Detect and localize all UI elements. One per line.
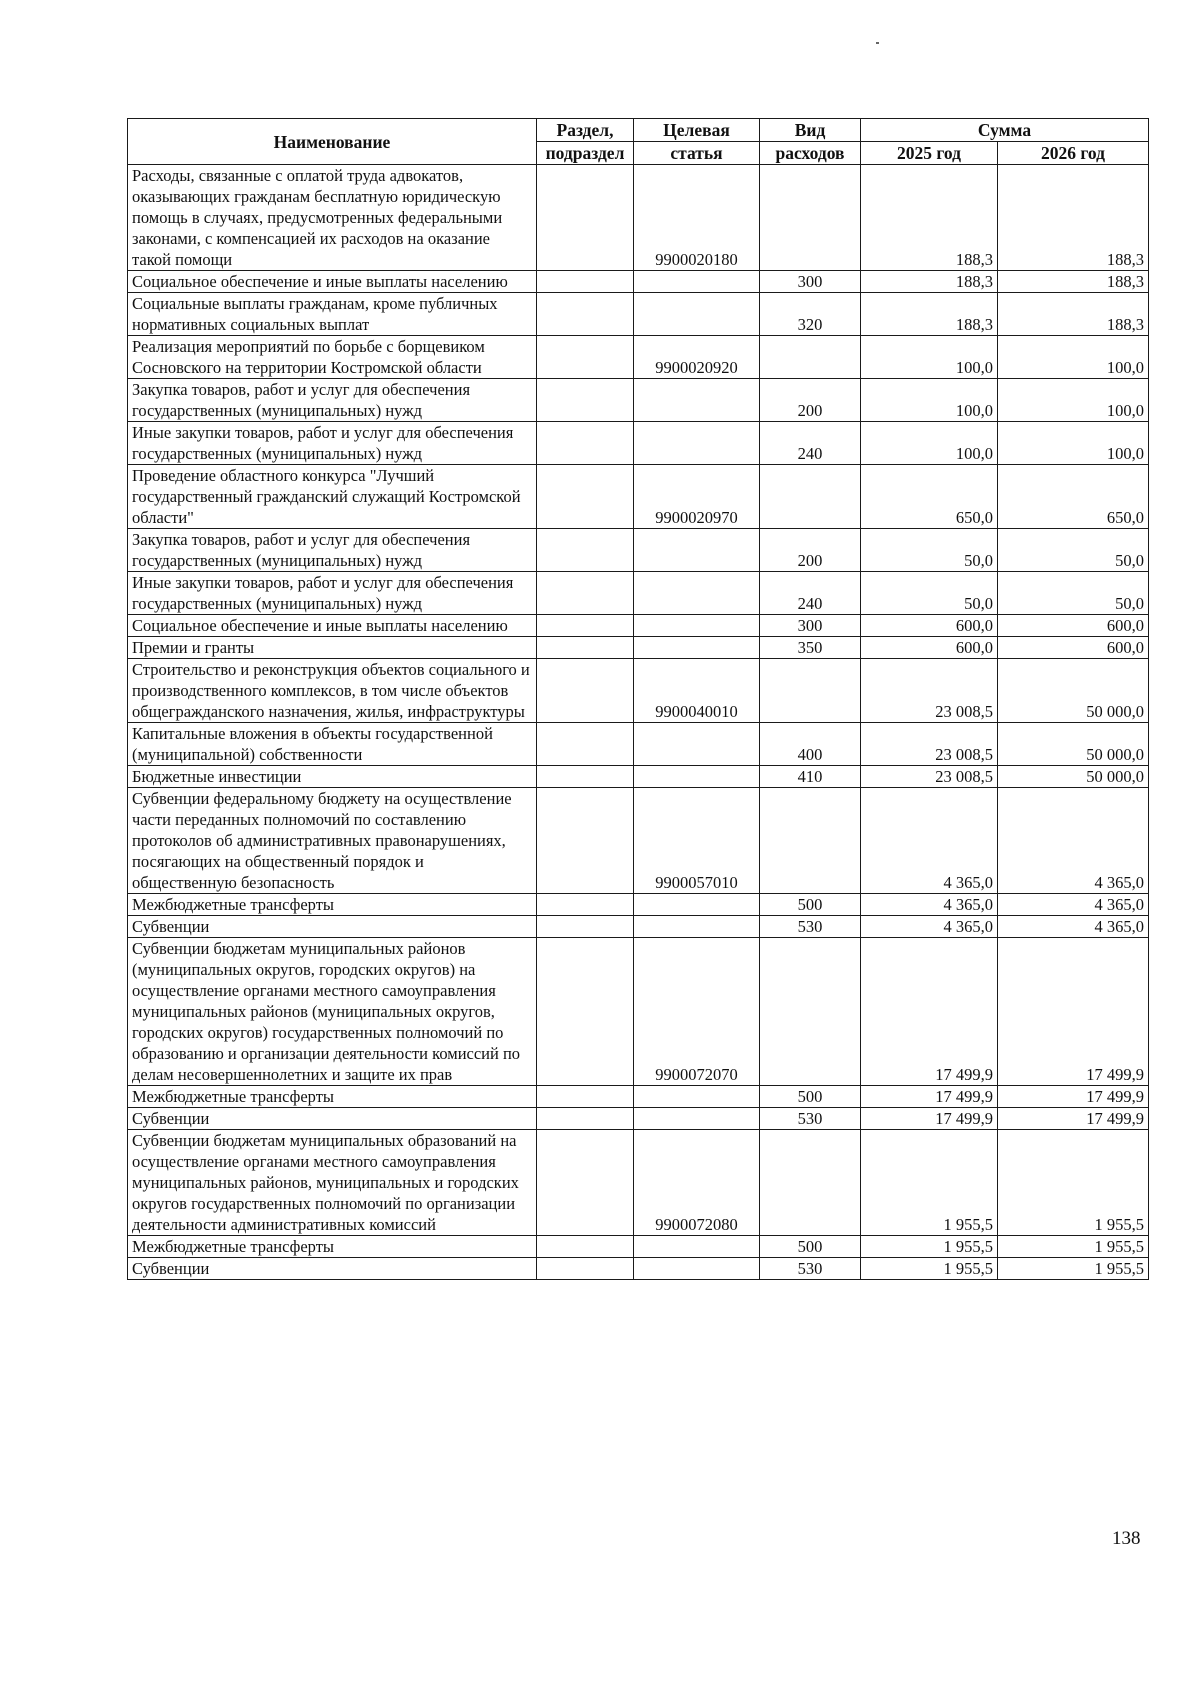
cell-target [634,894,760,916]
cell-section [537,572,634,615]
cell-section [537,1108,634,1130]
cell-target [634,271,760,293]
cell-2025: 17 499,9 [861,938,998,1086]
cell-section [537,422,634,465]
header-type-line1: Вид [760,119,861,142]
cell-2026: 50,0 [998,572,1149,615]
cell-2025: 50,0 [861,529,998,572]
cell-type: 410 [760,766,861,788]
table-row [128,293,1149,336]
cell-section [537,723,634,766]
cell-2026: 1 955,5 [998,1130,1149,1236]
cell-2025: 4 365,0 [861,916,998,938]
header-target-line2: статья [634,142,760,165]
header-section-line2: подраздел [537,142,634,165]
cell-2026: 50 000,0 [998,766,1149,788]
cell-type: 200 [760,529,861,572]
cell-target [634,1086,760,1108]
cell-name: Закупка товаров, работ и услуг для обеспечения государственных (муниципальных) нужд [128,379,537,422]
cell-type: 200 [760,379,861,422]
cell-section [537,659,634,723]
cell-name: Иные закупки товаров, работ и услуг для обеспечения государственных (муниципальных) нужд [128,572,537,615]
table-row [128,766,1149,788]
table-row [128,1086,1149,1108]
cell-2025: 1 955,5 [861,1258,998,1280]
cell-name: Межбюджетные трансферты [128,894,537,916]
cell-2026: 50 000,0 [998,659,1149,723]
cell-type [760,465,861,529]
cell-section [537,916,634,938]
cell-2026: 50,0 [998,529,1149,572]
table-row [128,1130,1149,1236]
cell-type: 300 [760,271,861,293]
cell-2025: 4 365,0 [861,788,998,894]
cell-type: 530 [760,1258,861,1280]
cell-target: 9900072070 [634,938,760,1086]
cell-2025: 650,0 [861,465,998,529]
table-row [128,271,1149,293]
cell-section [537,615,634,637]
cell-section [537,465,634,529]
header-target-line1: Целевая [634,119,760,142]
cell-name: Субвенции [128,916,537,938]
cell-2025: 100,0 [861,379,998,422]
cell-2025: 100,0 [861,336,998,379]
cell-name: Субвенции бюджетам муниципальных районов (муниципальных округов, городских округов) на осуществление органами местного самоуправления муниципальных районов (муниципальных округов, городских округов) государственных полномочий по образованию и организации деятельности комиссий по делам несовершеннолетних и защите их прав [128,938,537,1086]
cell-type: 530 [760,1108,861,1130]
cell-type [760,165,861,271]
cell-section [537,1236,634,1258]
cell-type [760,1130,861,1236]
cell-name: Социальное обеспечение и иные выплаты населению [128,271,537,293]
cell-2026: 17 499,9 [998,1086,1149,1108]
cell-2025: 17 499,9 [861,1108,998,1130]
cell-name: Проведение областного конкурса "Лучший государственный гражданский служащий Костромской области" [128,465,537,529]
cell-2025: 188,3 [861,165,998,271]
cell-name: Иные закупки товаров, работ и услуг для обеспечения государственных (муниципальных) нужд [128,422,537,465]
cell-name: Закупка товаров, работ и услуг для обеспечения государственных (муниципальных) нужд [128,529,537,572]
table-header [128,119,1149,165]
cell-name: Субвенции [128,1108,537,1130]
table-row [128,379,1149,422]
cell-target [634,422,760,465]
table-row [128,165,1149,271]
cell-2025: 4 365,0 [861,894,998,916]
cell-target [634,723,760,766]
cell-target: 9900072080 [634,1130,760,1236]
cell-2026: 1 955,5 [998,1258,1149,1280]
cell-target: 9900020920 [634,336,760,379]
cell-2025: 188,3 [861,271,998,293]
cell-type [760,938,861,1086]
header-year-2026: 2026 год [998,142,1149,165]
cell-2026: 1 955,5 [998,1236,1149,1258]
table-row [128,637,1149,659]
cell-type [760,788,861,894]
table-row [128,615,1149,637]
cell-2026: 100,0 [998,379,1149,422]
cell-name: Бюджетные инвестиции [128,766,537,788]
cell-type: 300 [760,615,861,637]
cell-target [634,766,760,788]
cell-target: 9900020970 [634,465,760,529]
cell-2026: 50 000,0 [998,723,1149,766]
cell-name: Строительство и реконструкция объектов социального и производственного комплексов, в том числе объектов общегражданского назначения, жилья, инфраструктуры [128,659,537,723]
cell-2025: 600,0 [861,637,998,659]
table-row [128,894,1149,916]
cell-type: 500 [760,1086,861,1108]
cell-name: Межбюджетные трансферты [128,1236,537,1258]
header-section-line1: Раздел, [537,119,634,142]
cell-2025: 188,3 [861,293,998,336]
cell-type: 320 [760,293,861,336]
cell-target: 9900020180 [634,165,760,271]
cell-section [537,165,634,271]
cell-section [537,271,634,293]
cell-target [634,379,760,422]
cell-section [537,766,634,788]
table-row [128,465,1149,529]
cell-2026: 17 499,9 [998,1108,1149,1130]
table-row [128,529,1149,572]
table-row [128,1236,1149,1258]
cell-2025: 17 499,9 [861,1086,998,1108]
cell-name: Социальные выплаты гражданам, кроме публичных нормативных социальных выплат [128,293,537,336]
table-row [128,788,1149,894]
cell-2025: 600,0 [861,615,998,637]
cell-target [634,916,760,938]
cell-name: Субвенции [128,1258,537,1280]
cell-type: 500 [760,1236,861,1258]
cell-2025: 50,0 [861,572,998,615]
cell-section [537,637,634,659]
cell-2026: 4 365,0 [998,788,1149,894]
cell-2025: 23 008,5 [861,659,998,723]
cell-2026: 100,0 [998,422,1149,465]
cell-2025: 1 955,5 [861,1236,998,1258]
cell-section [537,938,634,1086]
cell-target [634,529,760,572]
cell-name: Межбюджетные трансферты [128,1086,537,1108]
cell-name: Субвенции федеральному бюджету на осуществление части переданных полномочий по составлению протоколов об административных правонарушениях, посягающих на общественный порядок и общественную безопасность [128,788,537,894]
cell-2025: 1 955,5 [861,1130,998,1236]
cell-2026: 188,3 [998,271,1149,293]
cell-type: 530 [760,916,861,938]
table-row [128,336,1149,379]
cell-2026: 600,0 [998,615,1149,637]
budget-table [127,118,1149,1280]
cell-target [634,1108,760,1130]
cell-2026: 188,3 [998,293,1149,336]
cell-2026: 100,0 [998,336,1149,379]
cell-2026: 4 365,0 [998,894,1149,916]
table-row [128,723,1149,766]
cell-2025: 100,0 [861,422,998,465]
cell-type: 350 [760,637,861,659]
cell-name: Субвенции бюджетам муниципальных образований на осуществление органами местного самоуправления муниципальных районов, муниципальных и городских округов государственных полномочий по организации деятельности административных комиссий [128,1130,537,1236]
cell-2026: 4 365,0 [998,916,1149,938]
table-row [128,659,1149,723]
header-year-2025: 2025 год [861,142,998,165]
table-row [128,1108,1149,1130]
header-sum: Сумма [861,119,1149,142]
table-row [128,422,1149,465]
cell-target [634,1258,760,1280]
cell-target: 9900040010 [634,659,760,723]
cell-target: 9900057010 [634,788,760,894]
cell-2025: 23 008,5 [861,723,998,766]
cell-name: Капитальные вложения в объекты государственной (муниципальной) собственности [128,723,537,766]
cell-2025: 23 008,5 [861,766,998,788]
cell-section [537,894,634,916]
cell-section [537,1086,634,1108]
cell-name: Реализация мероприятий по борьбе с борщевиком Сосновского на территории Костромской области [128,336,537,379]
table-row [128,938,1149,1086]
cell-target [634,572,760,615]
cell-type: 240 [760,572,861,615]
table-row [128,916,1149,938]
cell-name: Расходы, связанные с оплатой труда адвокатов, оказывающих гражданам бесплатную юридическую помощь в случаях, предусмотренных федеральными законами, с компенсацией их расходов на оказание такой помощи [128,165,537,271]
cell-2026: 600,0 [998,637,1149,659]
table-row [128,572,1149,615]
cell-type [760,336,861,379]
cell-section [537,379,634,422]
page-number: 138 [1112,1528,1141,1549]
cell-name: Социальное обеспечение и иные выплаты населению [128,615,537,637]
cell-section [537,293,634,336]
cell-name: Премии и гранты [128,637,537,659]
cell-2026: 17 499,9 [998,938,1149,1086]
header-type-line2: расходов [760,142,861,165]
cell-type: 500 [760,894,861,916]
cell-2026: 188,3 [998,165,1149,271]
scan-speck [876,42,879,44]
cell-type [760,659,861,723]
cell-target [634,637,760,659]
cell-section [537,1130,634,1236]
header-row-1 [128,119,1149,142]
cell-target [634,293,760,336]
cell-type: 240 [760,422,861,465]
table-row [128,1258,1149,1280]
cell-section [537,1258,634,1280]
cell-2026: 650,0 [998,465,1149,529]
cell-target [634,1236,760,1258]
cell-section [537,336,634,379]
cell-type: 400 [760,723,861,766]
cell-section [537,788,634,894]
cell-target [634,615,760,637]
cell-section [537,529,634,572]
table-body [128,165,1149,1280]
header-name: Наименование [128,119,537,165]
